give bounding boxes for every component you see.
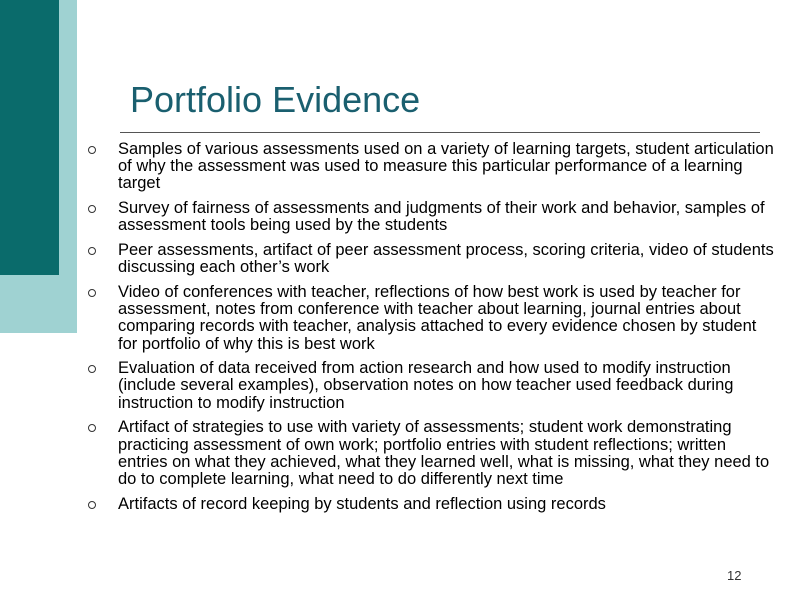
bullet-list bbox=[88, 141, 778, 520]
hollow-circle-bullet-icon bbox=[88, 501, 96, 509]
bullet-item bbox=[88, 419, 778, 488]
bullet-text: Samples of various assessments used on a variety of learning targets, student articulation of why the assessment was used to measure this particular performance of a learning target bbox=[118, 140, 774, 193]
title-divider bbox=[120, 132, 760, 133]
bullet-item bbox=[88, 496, 778, 513]
hollow-circle-bullet-icon bbox=[88, 247, 96, 255]
bullet-text: Artifact of strategies to use with variety of assessments; student work demonstrating practicing assessment of own work; portfolio entries with student reflections; written entries on what they achieved, what they learned well, what is missing, what they need to do to complete learning, what need to do differently next time bbox=[118, 418, 770, 488]
hollow-circle-bullet-icon bbox=[88, 289, 96, 297]
bullet-item bbox=[88, 242, 778, 276]
decorative-dark-teal-block bbox=[0, 0, 59, 275]
bullet-item bbox=[88, 284, 778, 353]
hollow-circle-bullet-icon bbox=[88, 205, 96, 213]
bullet-text: Peer assessments, artifact of peer assessment process, scoring criteria, video of students discussing each other’s work bbox=[118, 241, 774, 277]
bullet-text: Evaluation of data received from action research and how used to modify instruction (include several examples), observation notes on how teacher used feedback during instruction to modify instruction bbox=[118, 359, 734, 412]
bullet-text: Artifacts of record keeping by students and reflection using records bbox=[118, 494, 606, 513]
bullet-item bbox=[88, 141, 778, 193]
bullet-text: Video of conferences with teacher, reflections of how best work is used by teacher for assessment, notes from conference with teacher about learning, journal entries about comparing records with teacher, analysis attached to every evidence chosen by student for portfolio of why this is best work bbox=[118, 282, 757, 353]
bullet-text: Survey of fairness of assessments and judgments of their work and behavior, samples of assessment tools being used by the students bbox=[118, 199, 765, 235]
hollow-circle-bullet-icon bbox=[88, 424, 96, 432]
hollow-circle-bullet-icon bbox=[88, 146, 96, 154]
slide-title: Portfolio Evidence bbox=[130, 79, 421, 120]
bullet-item bbox=[88, 200, 778, 234]
hollow-circle-bullet-icon bbox=[88, 365, 96, 373]
bullet-item bbox=[88, 360, 778, 412]
page-number: 12 bbox=[727, 568, 742, 583]
